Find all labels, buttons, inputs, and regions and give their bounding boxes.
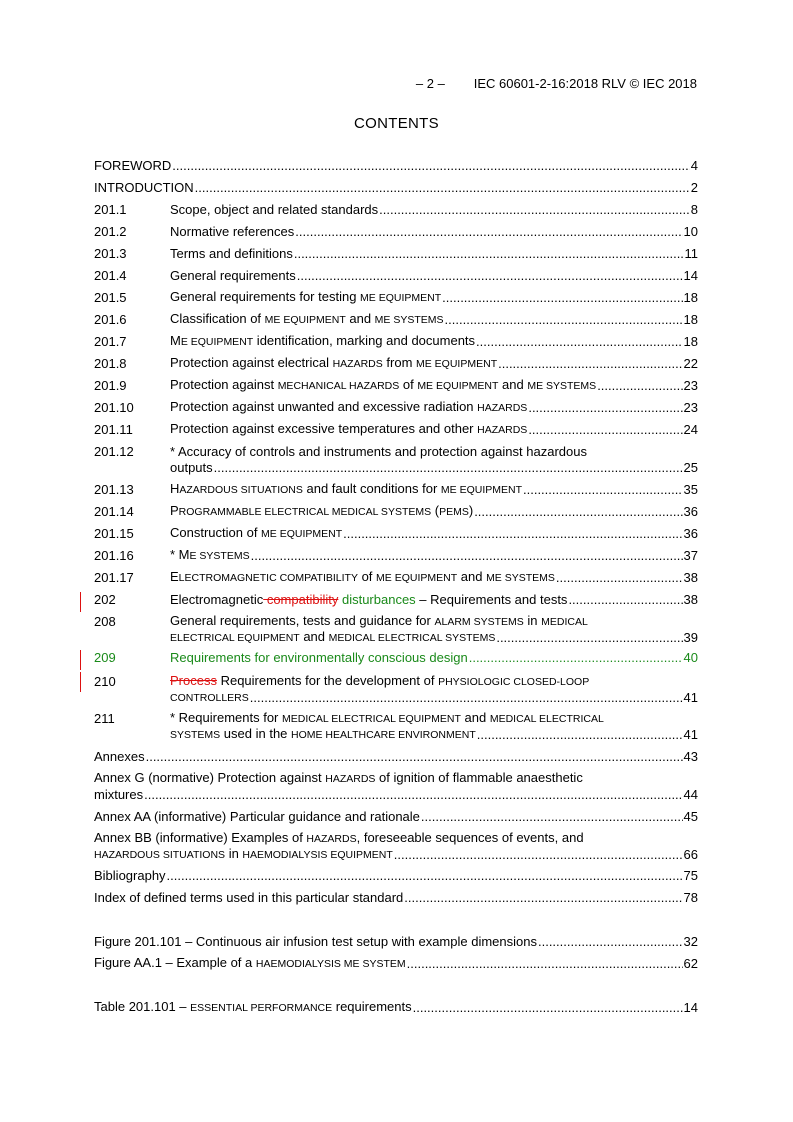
toc-entry-title: Scope, object and related standards [170, 202, 379, 217]
toc-page-number: 11 [684, 246, 698, 261]
toc-page-number: 38 [683, 570, 698, 585]
clause-number: 210 [94, 674, 116, 689]
toc-entry-title: Electromagnetic compatibility disturbances – Requirements and tests [170, 592, 568, 607]
toc-page-number: 18 [683, 290, 698, 305]
deleted-text: compatibility [263, 592, 339, 607]
toc-entry-title: Annex BB (informative) Examples of HAZARDS, foreseeable sequences of events, and [94, 830, 584, 845]
toc-page-number: 43 [683, 749, 698, 764]
toc-page-number: 75 [683, 868, 698, 883]
table-entry-title: Table 201.101 – ESSENTIAL PERFORMANCE requirements [94, 999, 412, 1014]
toc-page-number: 37 [683, 548, 698, 563]
clause-number: 201.13 [94, 482, 134, 497]
toc-entry-202[interactable] [94, 592, 698, 608]
clause-number: 201.16 [94, 548, 134, 563]
toc-entry-title: HAZARDOUS SITUATIONS and fault conditions for ME EQUIPMENT [170, 481, 522, 496]
toc-entry-title: * Accuracy of controls and instruments and protection against hazardous [170, 444, 587, 459]
toc-entry-title: Annex G (normative) Protection against HAZARDS of ignition of flammable anaesthetic [94, 770, 583, 785]
toc-entry-201-12[interactable] [94, 444, 698, 476]
toc-entry-211[interactable] [94, 711, 698, 743]
toc-entry-title: INTRODUCTION [94, 180, 194, 195]
figure-entry-201-101[interactable] [94, 934, 698, 950]
toc-page-number: 41 [683, 727, 698, 742]
toc-entry-209[interactable] [94, 650, 698, 666]
toc-page-number: 39 [683, 630, 698, 645]
toc-entry-title: General requirements for testing ME EQUIPMENT [170, 289, 442, 304]
toc-page-number: 23 [683, 400, 698, 415]
toc-page-number: 14 [683, 268, 698, 283]
toc-entry-title: General requirements, tests and guidance for ALARM SYSTEMS in MEDICAL [170, 613, 588, 628]
clause-number: 201.6 [94, 312, 127, 327]
toc-entry-201-3[interactable] [94, 246, 698, 262]
toc-entry-title-cont: ELECTRICAL EQUIPMENT and MEDICAL ELECTRICAL SYSTEMS [170, 629, 496, 644]
toc-page-number: 78 [683, 890, 698, 905]
toc-entry-201-17[interactable] [94, 570, 698, 586]
clause-number: 201.8 [94, 356, 127, 371]
toc-page-number: 18 [683, 334, 698, 349]
toc-entry-201-10[interactable] [94, 400, 698, 416]
toc-entry-annex-g[interactable] [94, 771, 698, 803]
toc-page-number: 2 [690, 180, 698, 195]
toc-page-number: 45 [683, 809, 698, 824]
inserted-text: disturbances [338, 592, 416, 607]
toc-entry-title: Annex AA (informative) Particular guidance and rationale [94, 809, 420, 824]
toc-page-number: 10 [683, 224, 698, 239]
toc-entry-201-15[interactable] [94, 526, 698, 542]
toc-entry-title: Process Requirements for the development of PHYSIOLOGIC CLOSED-LOOP [170, 673, 590, 688]
toc-entry-title: Terms and definitions [170, 246, 293, 261]
toc-entry-title: PROGRAMMABLE ELECTRICAL MEDICAL SYSTEMS (PEMS) [170, 503, 474, 518]
toc-entry-title: Protection against MECHANICAL HAZARDS of ME EQUIPMENT and ME SYSTEMS [170, 377, 597, 392]
change-bar-202 [80, 592, 81, 612]
toc-page-number: 40 [683, 650, 698, 665]
clause-number: 201.17 [94, 570, 134, 585]
toc-entry-title: Index of defined terms used in this particular standard [94, 890, 404, 905]
toc-page-number: 24 [683, 422, 698, 437]
toc-page-number: 32 [683, 934, 698, 949]
toc-page-number: 62 [683, 956, 698, 971]
change-bar-210 [80, 672, 81, 692]
toc-entry-title-cont: HAZARDOUS SITUATIONS in HAEMODIALYSIS EQUIPMENT [94, 846, 393, 861]
clause-number: 201.15 [94, 526, 134, 541]
toc-entry-introduction[interactable] [94, 180, 698, 196]
toc-page-number: 38 [683, 592, 698, 607]
toc-entry-208[interactable] [94, 614, 698, 646]
toc-entry-201-6[interactable] [94, 312, 698, 328]
clause-number: 201.2 [94, 224, 127, 239]
clause-number: 201.12 [94, 444, 134, 459]
toc-page-number: 14 [683, 1000, 698, 1015]
clause-number: 201.5 [94, 290, 127, 305]
clause-number: 211 [94, 711, 115, 726]
toc-page-number: 36 [683, 504, 698, 519]
clause-number: 201.3 [94, 246, 127, 261]
toc-entry-annex-aa[interactable] [94, 809, 698, 825]
toc-entry-201-5[interactable] [94, 290, 698, 306]
clause-number: 209 [94, 650, 116, 665]
toc-page-number: 18 [683, 312, 698, 327]
toc-page-number: 23 [683, 378, 698, 393]
toc-entry-201-9[interactable] [94, 378, 698, 394]
toc-entry-title: Protection against excessive temperatures and other HAZARDS [170, 421, 528, 436]
clause-number: 202 [94, 592, 116, 607]
toc-page-number: 35 [683, 482, 698, 497]
toc-entry-title: ME EQUIPMENT identification, marking and documents [170, 333, 476, 348]
toc-page-number: 8 [690, 202, 698, 217]
toc-entry-title: Construction of ME EQUIPMENT [170, 525, 343, 540]
toc-entry-bibliography[interactable] [94, 868, 698, 884]
toc-entry-201-8[interactable] [94, 356, 698, 372]
figure-entry-aa-1[interactable] [94, 956, 698, 972]
toc-entry-201-4[interactable] [94, 268, 698, 284]
toc-entry-annexes[interactable] [94, 749, 698, 765]
toc-entry-foreword[interactable] [94, 158, 698, 174]
toc-page-number: 22 [683, 356, 698, 371]
clause-number: 201.7 [94, 334, 127, 349]
toc-page-number: 36 [683, 526, 698, 541]
clause-number: 201.10 [94, 400, 134, 415]
clause-number: 208 [94, 614, 116, 629]
toc-page-number: 25 [683, 460, 698, 475]
toc-entry-title: Protection against unwanted and excessive radiation HAZARDS [170, 399, 528, 414]
toc-entry-title: Requirements for environmentally conscious design [170, 650, 468, 665]
toc-entry-title: Bibliography [94, 868, 166, 883]
toc-entry-title: Protection against electrical HAZARDS from ME EQUIPMENT [170, 355, 498, 370]
toc-page-number: 41 [683, 690, 698, 705]
toc-entry-title: General requirements [170, 268, 296, 283]
toc-entry-201-11[interactable] [94, 422, 698, 438]
clause-number: 201.11 [94, 422, 133, 437]
toc-entry-201-16[interactable] [94, 548, 698, 564]
toc-entry-201-7[interactable] [94, 334, 698, 350]
clause-number: 201.9 [94, 378, 127, 393]
page-number: – 2 – [415, 76, 445, 91]
toc-page-number: 66 [683, 847, 698, 862]
toc-entry-title: Annexes [94, 749, 145, 764]
toc-entry-title-cont: mixtures [94, 787, 144, 802]
toc-entry-title: Classification of ME EQUIPMENT and ME SYSTEMS [170, 311, 444, 326]
toc-entry-210[interactable] [94, 674, 698, 706]
toc-entry-annex-bb[interactable] [94, 831, 698, 863]
toc-entry-index[interactable] [94, 890, 698, 906]
toc-page-number: 4 [690, 158, 698, 173]
toc-entry-201-2[interactable] [94, 224, 698, 240]
toc-entry-title-cont: SYSTEMS used in the HOME HEALTHCARE ENVIRONMENT [170, 726, 476, 741]
standard-reference: IEC 60601-2-16:2018 RLV © IEC 2018 [473, 76, 697, 91]
deleted-text: Process [170, 673, 217, 688]
toc-page-number: 44 [683, 787, 698, 802]
table-entry-201-101[interactable] [94, 1000, 698, 1016]
clause-number: 201.4 [94, 268, 127, 283]
clause-number: 201.14 [94, 504, 134, 519]
toc-entry-title: FOREWORD [94, 158, 172, 173]
toc-entry-201-1[interactable] [94, 202, 698, 218]
toc-entry-title: ELECTROMAGNETIC COMPATIBILITY of ME EQUIPMENT and ME SYSTEMS [170, 569, 555, 584]
page-header [416, 76, 697, 91]
toc-entry-201-14[interactable] [94, 504, 698, 520]
figure-entry-title: Figure 201.101 – Continuous air infusion test setup with example dimensions [94, 934, 537, 949]
toc-entry-201-13[interactable] [94, 482, 698, 498]
clause-number: 201.1 [94, 202, 127, 217]
toc-entry-title: * ME SYSTEMS [170, 547, 250, 562]
toc-entry-title: * Requirements for MEDICAL ELECTRICAL EQUIPMENT and MEDICAL ELECTRICAL [170, 710, 604, 725]
page-title: CONTENTS [354, 115, 439, 132]
change-bar-209 [80, 650, 81, 670]
toc-entry-title: Normative references [170, 224, 295, 239]
toc-entry-title-cont: CONTROLLERS [170, 692, 249, 704]
figure-entry-title: Figure AA.1 – Example of a HAEMODIALYSIS ME SYSTEM [94, 955, 406, 970]
toc-entry-title-cont: outputs [170, 460, 213, 475]
